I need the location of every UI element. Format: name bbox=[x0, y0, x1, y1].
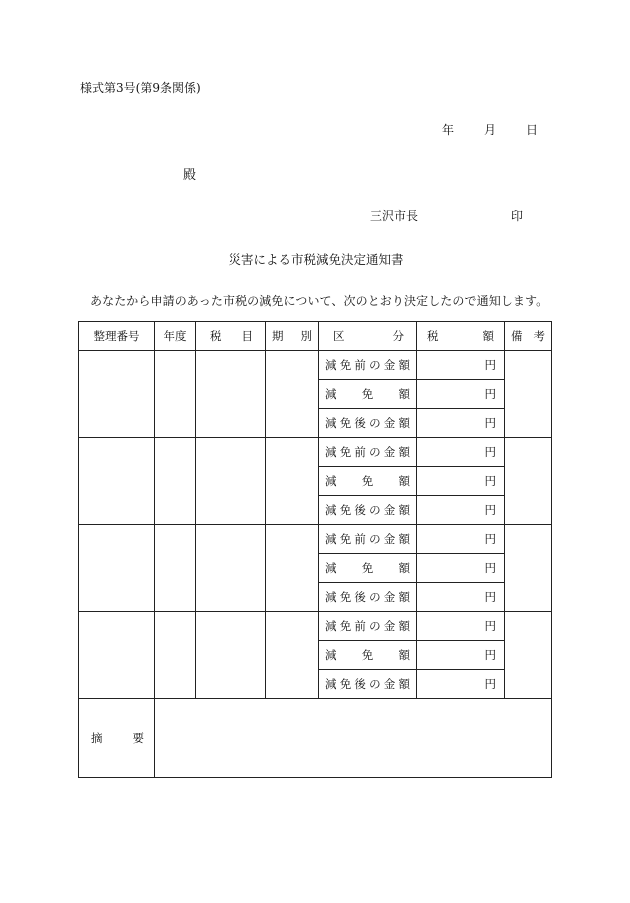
record-tax-item-cell[interactable] bbox=[196, 438, 266, 525]
amount-cell[interactable] bbox=[417, 438, 505, 467]
category-label-after bbox=[319, 670, 417, 699]
date-line bbox=[442, 121, 538, 138]
record-tax-item-cell[interactable] bbox=[196, 351, 266, 438]
form-number: 様式第3号(第9条関係) bbox=[80, 81, 201, 95]
amount-cell[interactable] bbox=[417, 641, 505, 670]
record-period-cell[interactable] bbox=[266, 351, 319, 438]
record-tax-item-cell[interactable] bbox=[196, 612, 266, 699]
header-year: 年度 bbox=[155, 322, 196, 351]
header-period: 期 別 bbox=[266, 322, 319, 351]
yen-unit: 円 bbox=[484, 677, 496, 691]
record-tax-item-cell[interactable] bbox=[196, 525, 266, 612]
yen-unit: 円 bbox=[484, 387, 496, 401]
yen-unit: 円 bbox=[484, 503, 496, 517]
exemption-table bbox=[78, 321, 552, 778]
yen-unit: 円 bbox=[484, 474, 496, 488]
table-header-row bbox=[79, 322, 552, 351]
record-period-cell[interactable] bbox=[266, 438, 319, 525]
category-label-exemption bbox=[319, 641, 417, 670]
header-number: 整理番号 bbox=[79, 322, 155, 351]
category-label-text: 減 免 後 の 金 額 bbox=[325, 677, 410, 691]
record-number-cell[interactable] bbox=[79, 438, 155, 525]
record-year-cell[interactable] bbox=[155, 351, 196, 438]
summary-field[interactable] bbox=[155, 699, 552, 778]
date-day: 日 bbox=[526, 123, 539, 137]
yen-unit: 円 bbox=[484, 358, 496, 372]
category-label-text: 減 免 後 の 金 額 bbox=[325, 590, 410, 604]
amount-cell[interactable] bbox=[417, 351, 505, 380]
record-period-cell[interactable] bbox=[266, 525, 319, 612]
yen-unit: 円 bbox=[484, 561, 496, 575]
amount-cell[interactable] bbox=[417, 467, 505, 496]
category-label-exemption bbox=[319, 467, 417, 496]
table-row bbox=[79, 438, 552, 467]
category-label-after bbox=[319, 409, 417, 438]
record-number-cell[interactable] bbox=[79, 351, 155, 438]
table-body bbox=[79, 351, 552, 699]
amount-cell[interactable] bbox=[417, 409, 505, 438]
summary-label: 摘 要 bbox=[79, 699, 155, 778]
table-row bbox=[79, 525, 552, 554]
category-label-before bbox=[319, 525, 417, 554]
header-remarks: 備 考 bbox=[505, 322, 552, 351]
record-year-cell[interactable] bbox=[155, 612, 196, 699]
seal-mark: 印 bbox=[511, 209, 524, 223]
header-tax-amount: 税 額 bbox=[417, 322, 505, 351]
category-label-before bbox=[319, 351, 417, 380]
amount-cell[interactable] bbox=[417, 380, 505, 409]
issuer-name: 三沢市長 bbox=[370, 209, 419, 223]
addressee-suffix: 殿 bbox=[183, 168, 197, 183]
record-year-cell[interactable] bbox=[155, 438, 196, 525]
category-label-text: 減 免 額 bbox=[325, 561, 410, 575]
record-remarks-cell[interactable] bbox=[505, 351, 552, 438]
category-label-text: 減 免 前 の 金 額 bbox=[325, 532, 410, 546]
amount-cell[interactable] bbox=[417, 583, 505, 612]
record-year-cell[interactable] bbox=[155, 525, 196, 612]
header-tax-item: 税 目 bbox=[196, 322, 266, 351]
yen-unit: 円 bbox=[484, 619, 496, 633]
category-label-text: 減 免 後 の 金 額 bbox=[325, 416, 410, 430]
intro-text: あなたから申請のあった市税の減免について、次のとおり決定したので通知します。 bbox=[90, 294, 549, 308]
category-label-text: 減 免 額 bbox=[325, 474, 410, 488]
amount-cell[interactable] bbox=[417, 525, 505, 554]
yen-unit: 円 bbox=[484, 445, 496, 459]
amount-cell[interactable] bbox=[417, 554, 505, 583]
record-number-cell[interactable] bbox=[79, 525, 155, 612]
category-label-text: 減 免 額 bbox=[325, 387, 410, 401]
amount-cell[interactable] bbox=[417, 496, 505, 525]
category-label-text: 減 免 前 の 金 額 bbox=[325, 358, 410, 372]
amount-cell[interactable] bbox=[417, 670, 505, 699]
yen-unit: 円 bbox=[484, 648, 496, 662]
category-label-before bbox=[319, 612, 417, 641]
yen-unit: 円 bbox=[484, 590, 496, 604]
table-row bbox=[79, 351, 552, 380]
category-label-after bbox=[319, 496, 417, 525]
category-label-before bbox=[319, 438, 417, 467]
record-number-cell[interactable] bbox=[79, 612, 155, 699]
category-label-exemption bbox=[319, 554, 417, 583]
record-remarks-cell[interactable] bbox=[505, 612, 552, 699]
date-month: 月 bbox=[484, 123, 497, 137]
category-label-text: 減 免 前 の 金 額 bbox=[325, 619, 410, 633]
record-period-cell[interactable] bbox=[266, 612, 319, 699]
document-title: 災害による市税減免決定通知書 bbox=[228, 252, 404, 267]
table-row bbox=[79, 612, 552, 641]
amount-cell[interactable] bbox=[417, 612, 505, 641]
category-label-text: 減 免 前 の 金 額 bbox=[325, 445, 410, 459]
category-label-exemption bbox=[319, 380, 417, 409]
category-label-after bbox=[319, 583, 417, 612]
category-label-text: 減 免 額 bbox=[325, 648, 410, 662]
yen-unit: 円 bbox=[484, 532, 496, 546]
record-remarks-cell[interactable] bbox=[505, 525, 552, 612]
category-label-text: 減 免 後 の 金 額 bbox=[325, 503, 410, 517]
date-year: 年 bbox=[442, 123, 455, 137]
record-remarks-cell[interactable] bbox=[505, 438, 552, 525]
header-category: 区 分 bbox=[319, 322, 417, 351]
yen-unit: 円 bbox=[484, 416, 496, 430]
summary-row bbox=[79, 699, 552, 778]
